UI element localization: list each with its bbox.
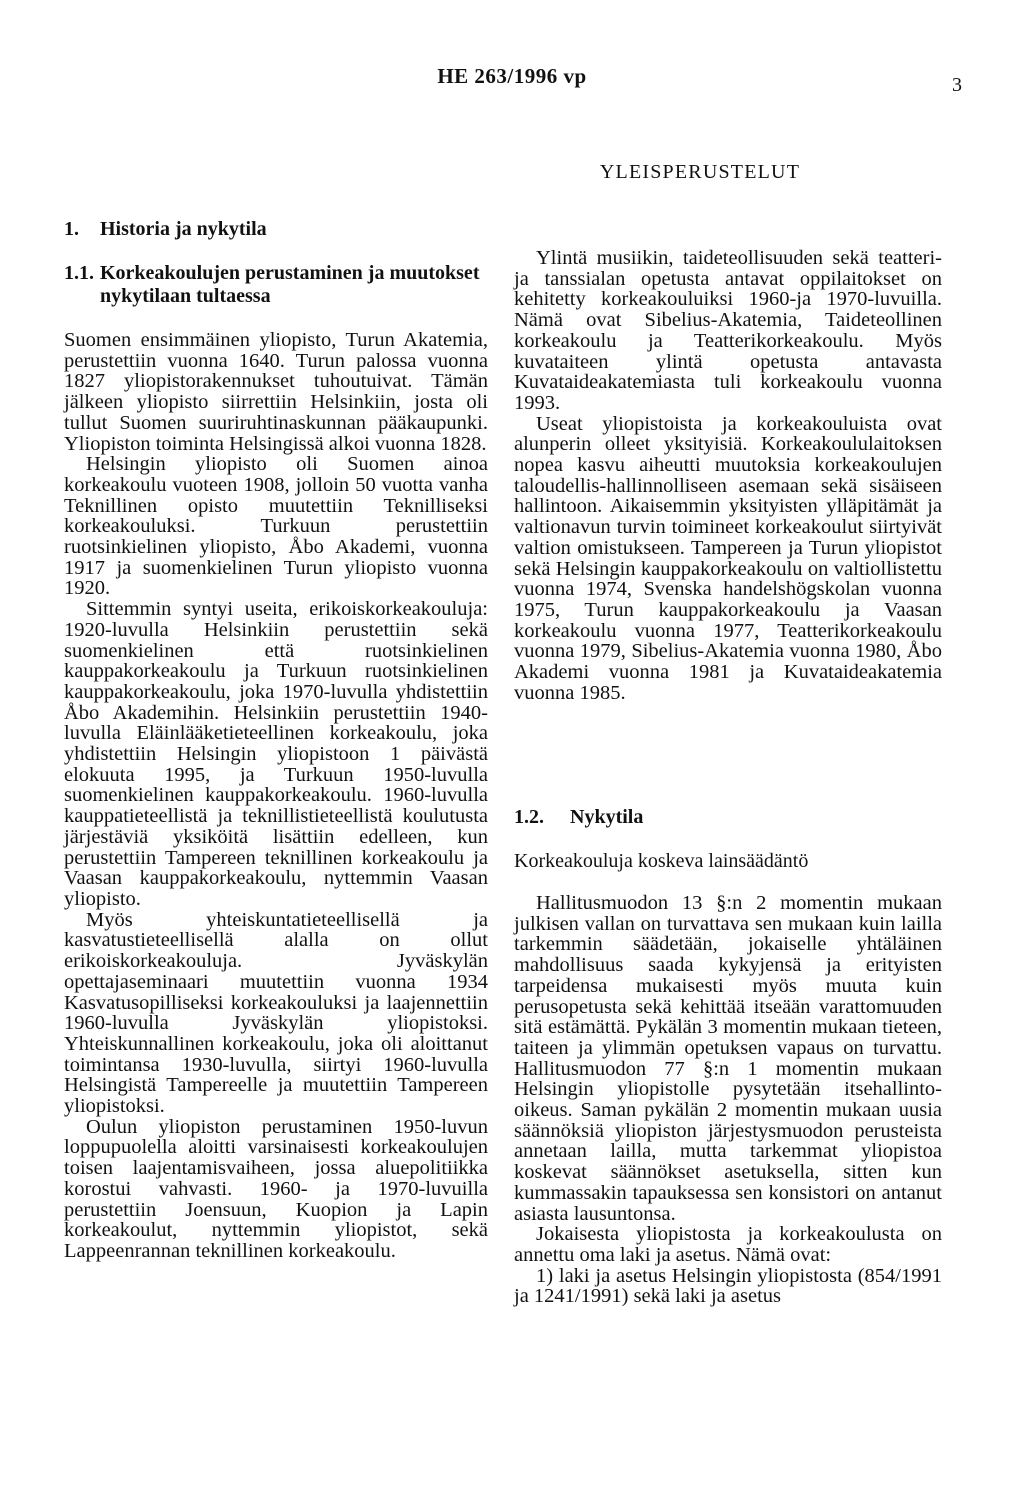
paragraph: Hallitusmuodon 13 §:n 2 momentin mukaan julkisen vallan on turvattava sen mukaan kuin lailla tarkemmin säädetään, jokaiselle yhtäläinen mahdollisuus saada kykyjensä ja erityisten tarpeidensa mukaisesti myös muuta kuin perusopetusta sekä kehittää itseään varattomuuden sitä estämättä. Pykälän 3 momentin mukaan tieteen, taiteen ja ylimmän opetuksen vapaus on turvattu. Hallitusmuodon 77 §:n 1 momentin mukaan Helsingin yliopistolle pysytetään itsehallinto-oikeus. Saman pykälän 2 momentin mukaan uusia säännöksiä yliopiston järjestysmuodon perusteista annetaan lailla, mutta tarkemmat yliopistoa koskevat säännökset asetuksella, sitten kun kummassakin tapauksessa sen konsistori on antanut asiasta lausuntonsa.	[514, 892, 942, 1225]
right-body-top	[514, 248, 942, 703]
section-title: YLEISPERUSTELUT	[599, 161, 801, 183]
paragraph: Myös yhteiskuntatieteellisellä ja kasvatustieteellisellä alalla on ollut erikoiskorkeakouluja. Jyväskylän opettajaseminaari muutettiin vuonna 1934 Kasvatusopilliseksi korkeakouluksi ja laajennettiin 1960-luvulla Jyväskylän yliopistoksi. Yhteiskunnallinen korkeakoulu, joka oli aloittanut toimintansa 1930-luvulla, siirtyi 1960-luvulla Helsingistä Tampereelle ja muutettiin Tampereen yliopistoksi.	[64, 908, 488, 1118]
paragraph: Sittemmin syntyi useita, erikoiskorkeakouluja: 1920-luvulla Helsinkiin perustettiin sekä suomenkielinen että ruotsinkielinen kauppakorkeakoulu ja Turkuun ruotsinkielinen kauppakorkeakoulu, joka 1970-luvulla yhdistettiin Åbo Akademihin. Helsinkiin perustettiin 1940-luvulla Eläinlääketieteellinen korkeakoulu, joka yhdistettiin Helsingin yliopistoon 1 päivästä elokuuta 1995, ja Turkuun 1950-luvulla suomenkielinen kauppakorkeakoulu. 1960-luvulla kauppatieteellistä ja teknillistieteellistä koulutusta järjestäviä yksiköitä lisättiin edelleen, kun perustettiin Tampereen teknillinen korkeakoulu ja Vaasan kauppakorkeakoulu, nyttemmin Vaasan yliopisto.	[64, 598, 488, 910]
subheading: Korkeakouluja koskeva lainsäädäntö	[514, 850, 809, 872]
paragraph: Useat yliopistoista ja korkeakouluista ovat alunperin olleet yksityisiä. Korkeakoululaitoksen nopea kasvu aiheutti muutoksia korkeakoulujen taloudellis-hallinnolliseen asemaan sekä sisäiseen hallintoon. Aikaisemmin yksityisten ylläpitämät ja valtionavun turvin toimineet korkeakoulut siirtyivät valtion omistukseen. Tampereen ja Turun yliopistot sekä Helsingin kauppakorkeakoulu on valtiollistettu vuonna 1974, Svenska handelshögskolan vuonna 1975, Turun kauppakorkeakoulu ja Vaasan korkeakoulu vuonna 1977, Teatterikorkeakoulu vuonna 1979, Sibelius-Akatemia vuonna 1980, Åbo Akademi vuonna 1981 ja Kuvataideakatemia vuonna 1985.	[514, 412, 942, 704]
heading-1-1	[64, 262, 488, 308]
left-body	[64, 330, 488, 1262]
heading-1-2	[514, 806, 942, 829]
paragraph: 1) laki ja asetus Helsingin yliopistosta (854/1991 ja 1241/1991) sekä laki ja asetus	[514, 1264, 942, 1308]
paragraph: Jokaisesta yliopistosta ja korkeakoulusta on annettu oma laki ja asetus. Nämä ovat:	[514, 1223, 942, 1266]
right-body-bottom	[514, 893, 942, 1307]
heading-1-2-number: 1.2.	[514, 806, 544, 828]
heading-1	[64, 218, 488, 241]
paragraph: Ylintä musiikin, taideteollisuuden sekä teatteri- ja tanssialan opetusta antavat oppilaitokset on kehitetty korkeakouluiksi 1960-ja 1970-luvuilla. Nämä ovat Sibelius-Akatemia, Taideteollinen korkeakoulu ja Teatterikorkeakoulu. Myös kuvataiteen ylintä opetusta antavasta Kuvataideakatemiasta tuli korkeakoulu vuonna 1993.	[514, 247, 942, 414]
document-header: HE 263/1996 vp	[437, 64, 587, 88]
heading-1-number: 1.	[64, 218, 79, 240]
heading-1-1-number: 1.1.	[64, 262, 94, 284]
heading-1-2-text: Nykytila	[570, 806, 644, 828]
paragraph: Suomen ensimmäinen yliopisto, Turun Akatemia, perustettiin vuonna 1640. Turun palossa vuonna 1827 yliopistorakennukset tuhoutuivat. Tämän jälkeen yliopisto siirrettiin Helsinkiin, josta oli tullut Suomen suuriruhtinaskunnan pääkaupunki. Yliopiston toiminta Helsingissä alkoi vuonna 1828.	[64, 329, 488, 455]
heading-1-1-text: Korkeakoulujen perustaminen ja muutokset nykytilaan tultaessa	[100, 262, 480, 307]
paragraph: Helsingin yliopisto oli Suomen ainoa korkeakoulu vuoteen 1908, jolloin 50 vuotta vanha Teknillinen opisto muutettiin Teknilliseksi korkeakouluksi. Turkuun perustettiin ruotsinkielinen yliopisto, Åbo Akademi, vuonna 1917 ja suomenkielinen Turun yliopisto vuonna 1920.	[64, 453, 488, 600]
paragraph: Oulun yliopiston perustaminen 1950-luvun loppupuolella aloitti varsinaisesti korkeakoulujen toisen laajentamisvaiheen, jossa aluepolitiikka korostui vahvasti. 1960- ja 1970-luvuilla perustettiin Joensuun, Kuopion ja Lapin korkeakoulut, nyttemmin yliopistot, sekä Lappeenrannan teknillinen korkeakoulu.	[64, 1115, 488, 1262]
page-number: 3	[952, 74, 962, 96]
heading-1-text: Historia ja nykytila	[100, 218, 267, 240]
